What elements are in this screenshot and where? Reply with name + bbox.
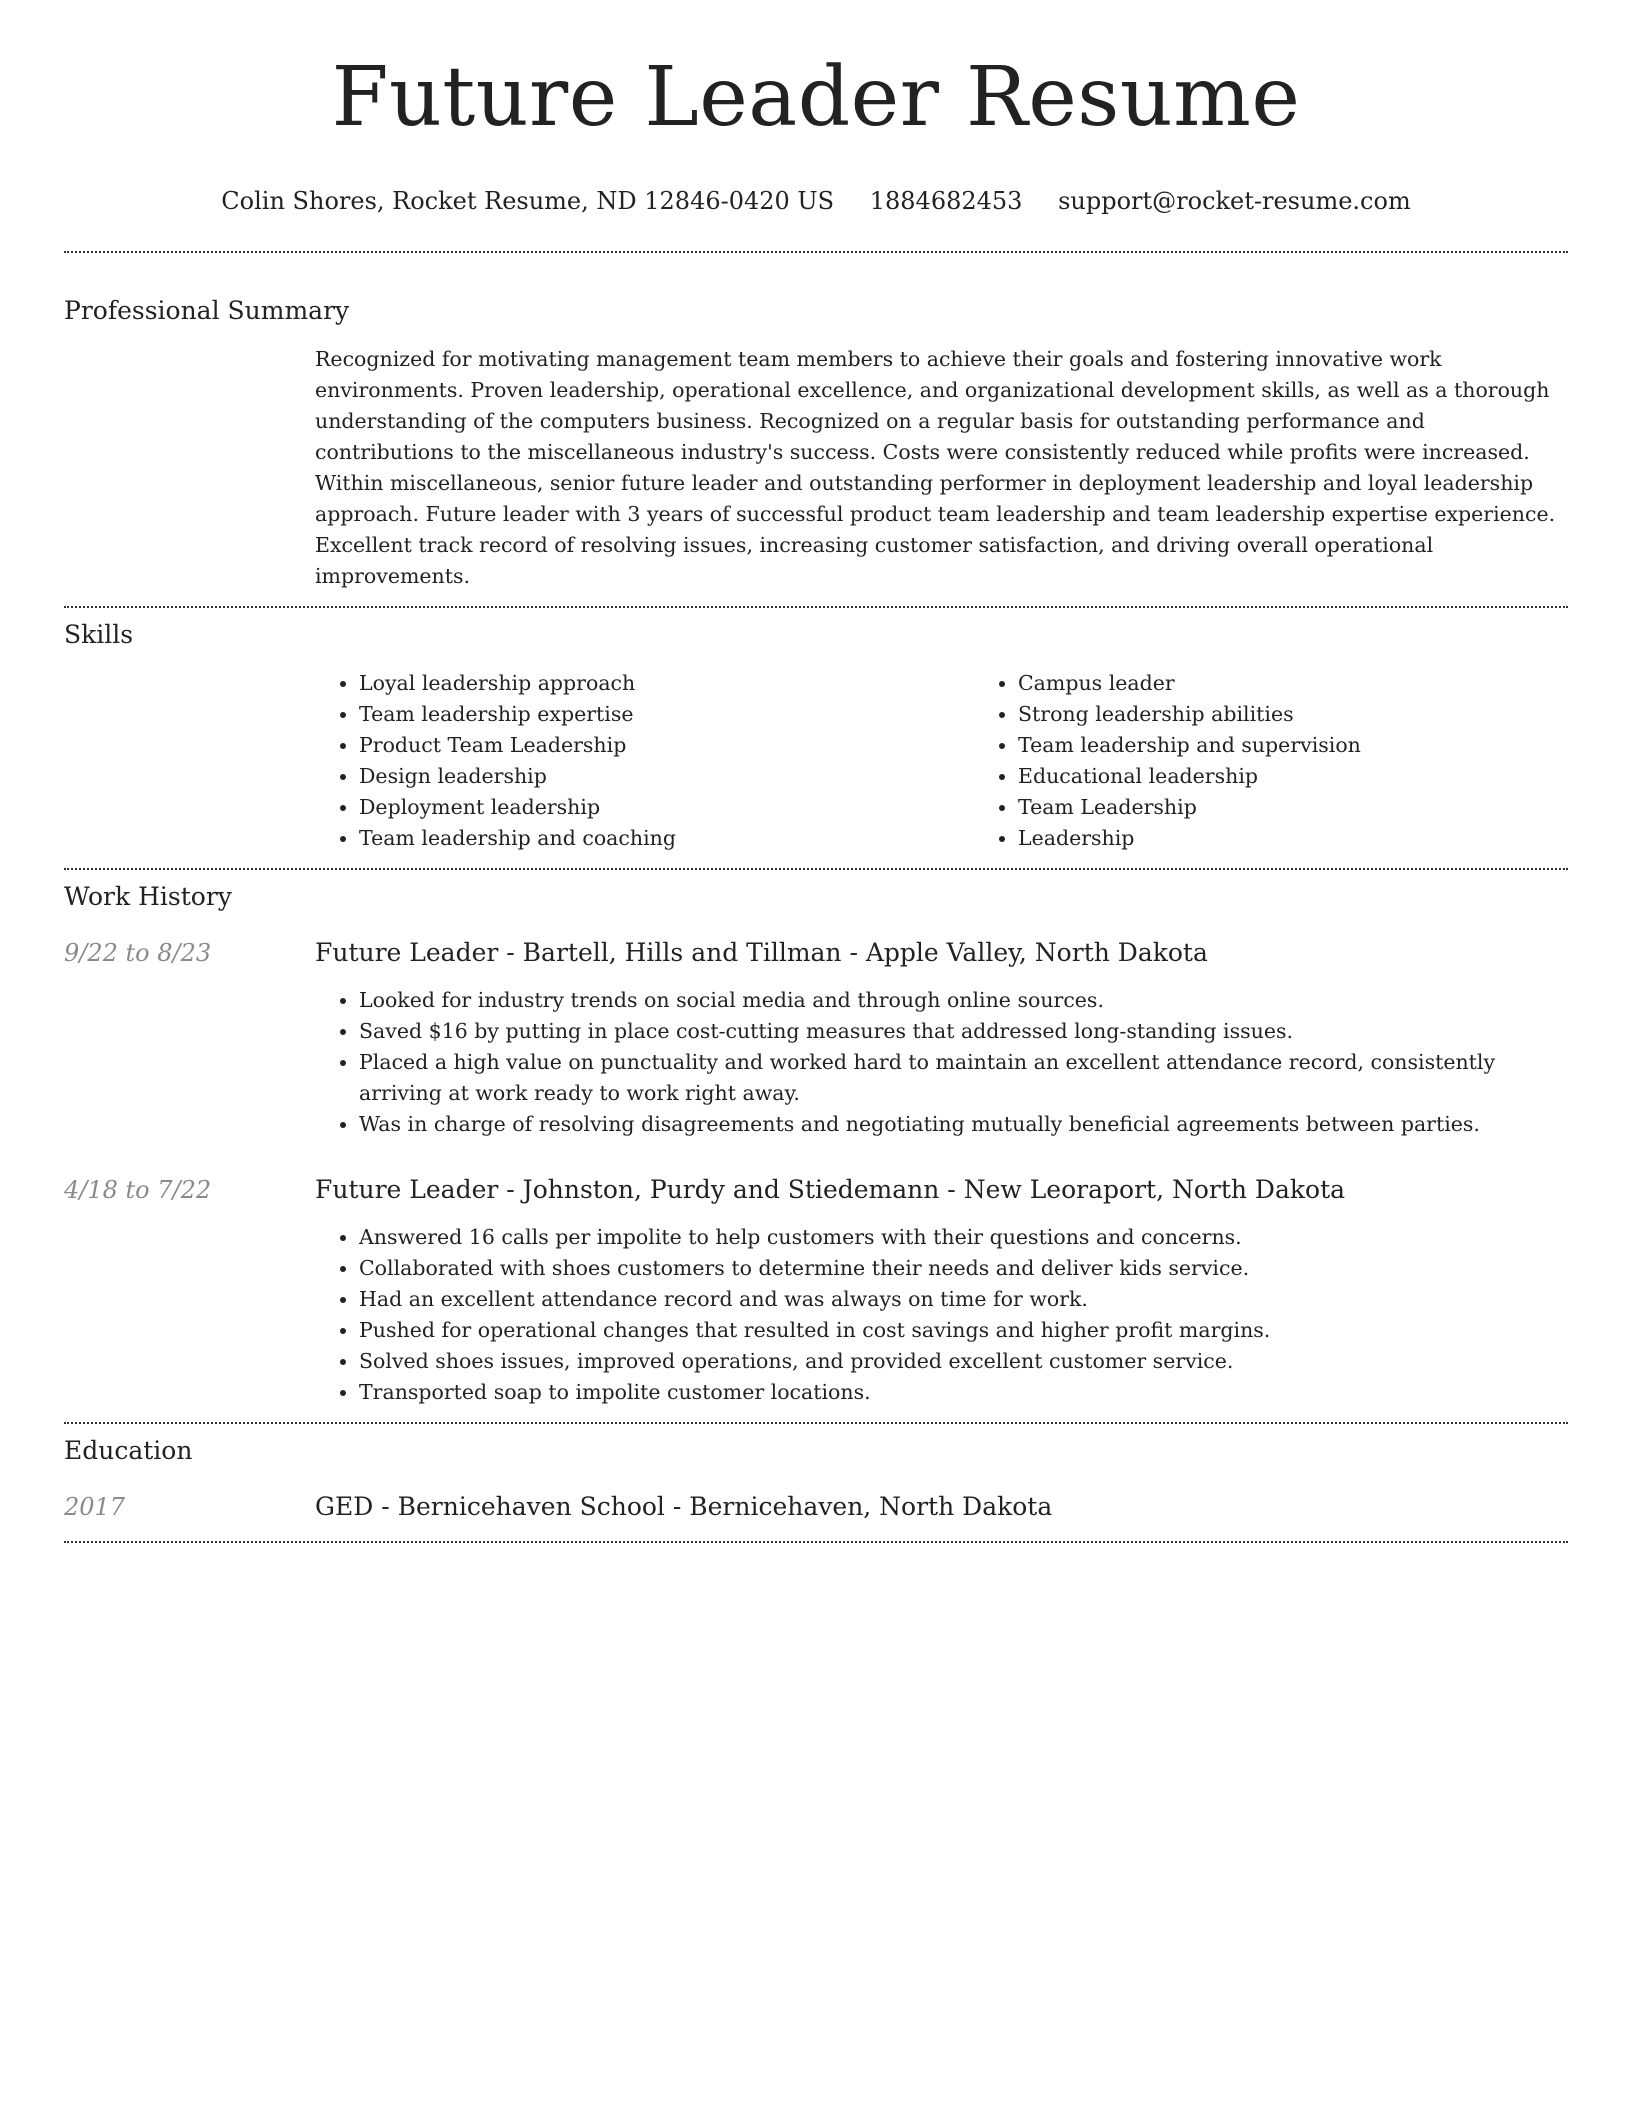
job-dates: 9/22 to 8/23: [64, 939, 212, 967]
skills-heading: Skills: [64, 620, 134, 649]
skills-list-right: [974, 668, 1632, 854]
job-bullet: • Saved $16 by putting in place cost-cutting measures that addressed long-standing issues.: [359, 1016, 1568, 1047]
job-bullet: • Was in charge of resolving disagreements and negotiating mutually beneficial agreements between parties.: [359, 1109, 1568, 1140]
job-bullet: • Pushed for operational changes that resulted in cost savings and higher profit margins.: [359, 1315, 1568, 1346]
job-title: Future Leader - Bartell, Hills and Tillman - Apple Valley, North Dakota: [315, 938, 1208, 967]
contact-email: support@rocket-resume.com: [1058, 187, 1411, 215]
job-bullets: [315, 985, 1568, 1140]
skill-item: • Team leadership and supervision: [1018, 730, 1632, 761]
job-entry: [64, 1175, 1568, 1408]
section-divider: [64, 868, 1568, 870]
job-bullet: • Transported soap to impolite customer locations.: [359, 1377, 1568, 1408]
contact-phone: 1884682453: [869, 187, 1023, 215]
skill-item: • Product Team Leadership: [359, 730, 974, 761]
job-bullet: • Placed a high value on punctuality and worked hard to maintain an excellent attendance record, consistently arriving at work ready to work right away.: [359, 1047, 1568, 1109]
education-detail: GED - Bernicehaven School - Bernicehaven, North Dakota: [315, 1492, 1053, 1521]
section-divider: [64, 1541, 1568, 1543]
education-year: 2017: [64, 1493, 126, 1521]
job-bullet: • Collaborated with shoes customers to determine their needs and deliver kids service.: [359, 1253, 1568, 1284]
skill-item: • Team leadership expertise: [359, 699, 974, 730]
job-title: Future Leader - Johnston, Purdy and Stiedemann - New Leoraport, North Dakota: [315, 1175, 1346, 1204]
skill-item: • Design leadership: [359, 761, 974, 792]
job-bullet: • Looked for industry trends on social media and through online sources.: [359, 985, 1568, 1016]
education-heading: Education: [64, 1436, 193, 1465]
summary-heading: Professional Summary: [64, 296, 350, 325]
summary-section: [64, 344, 1568, 592]
skill-item: • Loyal leadership approach: [359, 668, 974, 699]
job-dates: 4/18 to 7/22: [64, 1176, 212, 1204]
skill-item: • Leadership: [1018, 823, 1632, 854]
skill-item: • Educational leadership: [1018, 761, 1632, 792]
skills-section: [64, 668, 1568, 854]
resume-title: Future Leader Resume: [331, 50, 1301, 145]
skills-list-left: [315, 668, 974, 854]
skill-item: • Team leadership and coaching: [359, 823, 974, 854]
work-heading: Work History: [64, 882, 232, 911]
education-entry: [64, 1492, 1568, 1522]
skill-item: • Campus leader: [1018, 668, 1632, 699]
job-bullet: • Answered 16 calls per impolite to help customers with their questions and concerns.: [359, 1222, 1568, 1253]
job-bullets: [315, 1222, 1568, 1408]
contact-line: [64, 186, 1568, 216]
job-bullet: • Had an excellent attendance record and was always on time for work.: [359, 1284, 1568, 1315]
section-divider: [64, 1422, 1568, 1424]
skill-item: • Team Leadership: [1018, 792, 1632, 823]
skill-item: • Deployment leadership: [359, 792, 974, 823]
skill-item: • Strong leadership abilities: [1018, 699, 1632, 730]
section-divider: [64, 606, 1568, 608]
job-bullet: • Solved shoes issues, improved operations, and provided excellent customer service.: [359, 1346, 1568, 1377]
summary-text: Recognized for motivating management team members to achieve their goals and fostering innovative work environments. Proven leadership, operational excellence, and organizational development skills, as well as a thorough understanding of the computers business. Recognized on a regular basis for outstanding performance and contributions to the miscellaneous industry's success. Costs were consistently reduced while profits were increased. Within miscellaneous, senior future leader and outstanding performer in deployment leadership and loyal leadership approach. Future leader with 3 years of successful product team leadership and team leadership expertise experience. Excellent track record of resolving issues, increasing customer satisfaction, and driving overall operational improvements.: [315, 347, 1556, 588]
contact-address: Colin Shores, Rocket Resume, ND 12846-0420 US: [221, 187, 835, 215]
job-entry: [64, 938, 1568, 1140]
section-divider: [64, 251, 1568, 253]
